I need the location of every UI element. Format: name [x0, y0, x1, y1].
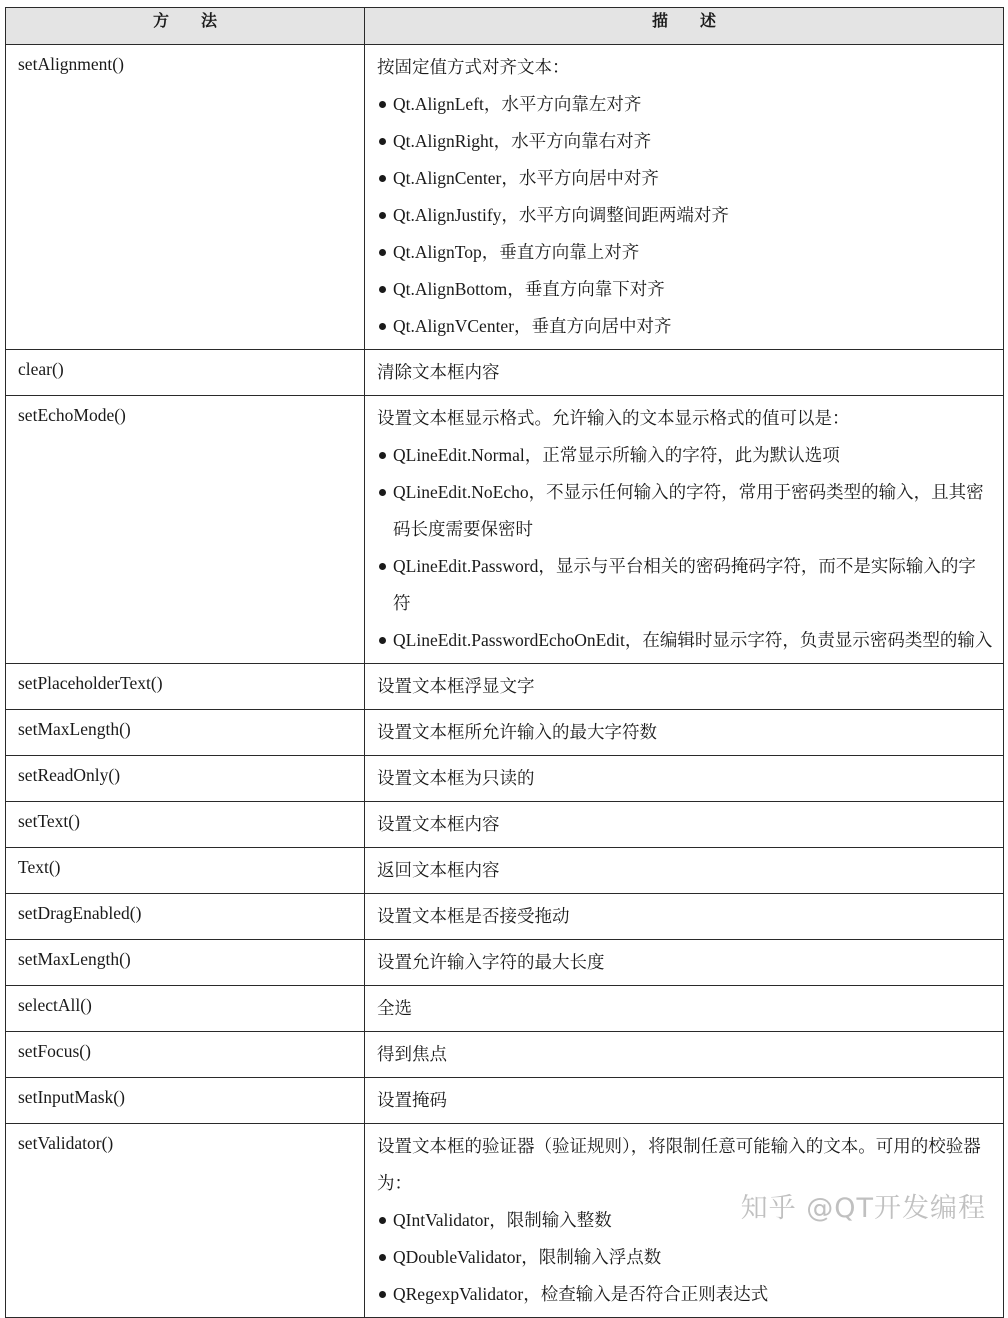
- header-method: 方 法: [6, 8, 365, 45]
- table-row: [6, 1032, 1004, 1078]
- bullet-text: Qt.AlignTop，垂直方向靠上对齐: [393, 242, 640, 262]
- description-text: 清除文本框内容: [377, 362, 500, 382]
- bullet-dot-icon: [379, 138, 386, 145]
- table-row: [6, 894, 1004, 940]
- table-row: [6, 45, 1004, 350]
- method-cell: setEchoMode(): [6, 396, 365, 664]
- bullet-item: [377, 160, 993, 197]
- method-cell: setFocus(): [6, 1032, 365, 1078]
- description-cell: [365, 802, 1004, 848]
- bullet-dot-icon: [379, 1217, 386, 1224]
- method-cell: setPlaceholderText(): [6, 664, 365, 710]
- table-row: [6, 350, 1004, 396]
- description-text: 设置文本框显示格式。允许输入的文本显示格式的值可以是：: [377, 408, 850, 428]
- bullet-item: [377, 271, 993, 308]
- bullet-text: QRegexpValidator，检查输入是否符合正则表达式: [393, 1284, 769, 1304]
- bullet-item: [377, 234, 993, 271]
- bullet-dot-icon: [379, 323, 386, 330]
- table-row: [6, 940, 1004, 986]
- description-text: 设置文本框浮显文字: [377, 676, 535, 696]
- table-row: [6, 396, 1004, 664]
- bullet-text: QLineEdit.PasswordEchoOnEdit，在编辑时显示字符，负责显示密码类型的输入: [393, 630, 993, 650]
- table-row: [6, 756, 1004, 802]
- method-cell: setMaxLength(): [6, 710, 365, 756]
- bullet-item: [377, 1276, 993, 1313]
- bullet-text: QLineEdit.NoEcho，不显示任何输入的字符，常用于密码类型的输入，且其密码长度需要保密时: [393, 482, 984, 539]
- description-text: 全选: [377, 998, 412, 1018]
- method-cell: setInputMask(): [6, 1078, 365, 1124]
- methods-table: [5, 7, 1004, 1318]
- bullet-item: [377, 474, 993, 548]
- bullet-item: [377, 548, 993, 622]
- description-cell: [365, 986, 1004, 1032]
- bullet-text: QLineEdit.Password，显示与平台相关的密码掩码字符，而不是实际输入的字符: [393, 556, 976, 613]
- description-text: 设置文本框所允许输入的最大字符数: [377, 722, 657, 742]
- header-description: 描 述: [365, 8, 1004, 45]
- description-cell: [365, 45, 1004, 350]
- description-text: 按固定值方式对齐文本：: [377, 57, 570, 77]
- method-cell: clear(): [6, 350, 365, 396]
- bullet-dot-icon: [379, 249, 386, 256]
- description-text: 设置文本框为只读的: [377, 768, 535, 788]
- bullet-text: Qt.AlignBottom，垂直方向靠下对齐: [393, 279, 665, 299]
- description-cell: [365, 350, 1004, 396]
- method-cell: setText(): [6, 802, 365, 848]
- bullet-dot-icon: [379, 637, 386, 644]
- description-cell: [365, 710, 1004, 756]
- bullet-text: QLineEdit.Normal，正常显示所输入的字符，此为默认选项: [393, 445, 840, 465]
- table-row: [6, 986, 1004, 1032]
- description-text: 返回文本框内容: [377, 860, 500, 880]
- method-cell: setReadOnly(): [6, 756, 365, 802]
- description-text: 设置文本框的验证器（验证规则），将限制任意可能输入的文本。可用的校验器为：: [377, 1136, 981, 1193]
- description-cell: [365, 940, 1004, 986]
- method-cell: setMaxLength(): [6, 940, 365, 986]
- method-cell: setAlignment(): [6, 45, 365, 350]
- table-row: [6, 802, 1004, 848]
- description-text: 设置文本框是否接受拖动: [377, 906, 570, 926]
- method-cell: Text(): [6, 848, 365, 894]
- bullet-dot-icon: [379, 175, 386, 182]
- bullet-item: [377, 1239, 993, 1276]
- method-cell: selectAll(): [6, 986, 365, 1032]
- description-cell: [365, 894, 1004, 940]
- bullet-dot-icon: [379, 286, 386, 293]
- table-row: [6, 848, 1004, 894]
- description-text: 设置允许输入字符的最大长度: [377, 952, 605, 972]
- bullet-text: Qt.AlignLeft，水平方向靠左对齐: [393, 94, 642, 114]
- bullet-dot-icon: [379, 452, 386, 459]
- table-header-row: [6, 8, 1004, 45]
- description-text: 设置掩码: [377, 1090, 447, 1110]
- description-cell: [365, 396, 1004, 664]
- bullet-dot-icon: [379, 1291, 386, 1298]
- description-cell: [365, 1032, 1004, 1078]
- bullet-dot-icon: [379, 212, 386, 219]
- bullet-item: [377, 437, 993, 474]
- method-cell: setDragEnabled(): [6, 894, 365, 940]
- bullet-dot-icon: [379, 1254, 386, 1261]
- table-row: [6, 1078, 1004, 1124]
- bullet-dot-icon: [379, 489, 386, 496]
- method-cell: setValidator(): [6, 1124, 365, 1318]
- bullet-item: [377, 123, 993, 160]
- description-text: 得到焦点: [377, 1044, 447, 1064]
- bullet-text: Qt.AlignCenter，水平方向居中对齐: [393, 168, 659, 188]
- description-cell: [365, 664, 1004, 710]
- bullet-text: Qt.AlignRight，水平方向靠右对齐: [393, 131, 652, 151]
- bullet-item: [377, 622, 993, 659]
- bullet-dot-icon: [379, 101, 386, 108]
- bullet-text: Qt.AlignJustify，水平方向调整间距两端对齐: [393, 205, 729, 225]
- watermark: 知乎 @QT开发编程: [740, 1193, 986, 1224]
- bullet-text: Qt.AlignVCenter，垂直方向居中对齐: [393, 316, 672, 336]
- description-cell: [365, 848, 1004, 894]
- table-row: [6, 664, 1004, 710]
- description-text: 设置文本框内容: [377, 814, 500, 834]
- bullet-item: [377, 308, 993, 345]
- bullet-item: [377, 86, 993, 123]
- table-row: [6, 710, 1004, 756]
- bullet-text: QDoubleValidator，限制输入浮点数: [393, 1247, 662, 1267]
- bullet-dot-icon: [379, 563, 386, 570]
- description-cell: [365, 1078, 1004, 1124]
- bullet-item: [377, 197, 993, 234]
- bullet-text: QIntValidator，限制输入整数: [393, 1210, 612, 1230]
- description-cell: [365, 756, 1004, 802]
